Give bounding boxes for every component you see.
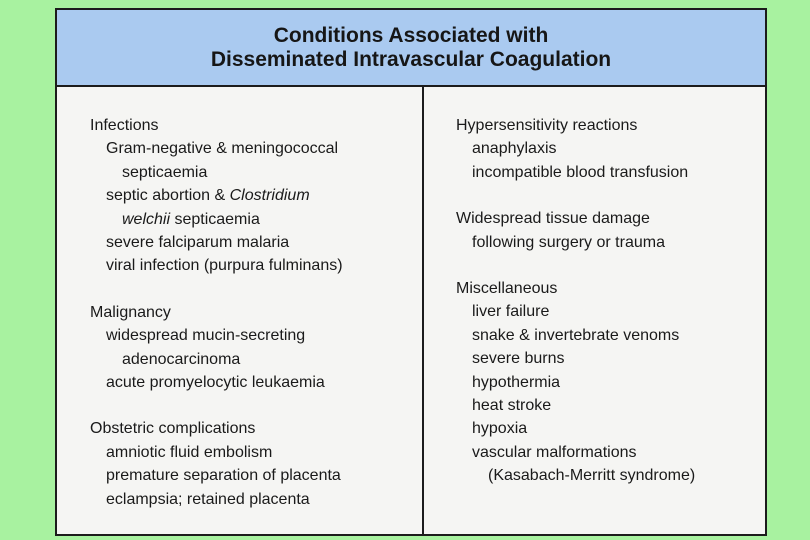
- item-italic-text: welchii: [122, 210, 171, 228]
- heading-miscellaneous: Miscellaneous: [456, 280, 558, 298]
- section-obstetric: [90, 417, 415, 511]
- list-item: acute promyelocytic leukaemia: [106, 374, 325, 392]
- title-line-1: Conditions Associated with: [273, 23, 549, 47]
- list-item: snake & invertebrate venoms: [472, 326, 680, 344]
- list-item: following surgery or trauma: [472, 233, 665, 251]
- list-item: Gram-negative & meningococcal: [106, 140, 339, 158]
- list-item: severe falciparum malaria: [106, 234, 290, 252]
- heading-hypersensitivity: Hypersensitivity reactions: [456, 117, 638, 134]
- heading-infections: Infections: [90, 117, 159, 134]
- heading-obstetric: Obstetric complications: [90, 420, 256, 438]
- list-item: vascular malformations: [472, 443, 637, 461]
- title-banner: [57, 10, 765, 87]
- section-miscellaneous: [456, 277, 761, 488]
- list-item-continuation: septicaemia: [122, 163, 208, 181]
- list-item: premature separation of placenta: [106, 467, 341, 485]
- list-item: hypothermia: [472, 373, 561, 391]
- list-item: hypoxia: [472, 420, 528, 438]
- list-item: severe burns: [472, 350, 565, 368]
- left-column: [90, 114, 415, 534]
- list-item-continuation: adenocarcinoma: [122, 350, 241, 368]
- list-item: heat stroke: [472, 397, 552, 415]
- slide-card: [55, 8, 767, 536]
- list-item: amniotic fluid embolism: [106, 443, 273, 461]
- list-item: incompatible blood transfusion: [472, 163, 689, 181]
- list-item: widespread mucin-secreting: [106, 327, 306, 345]
- section-infections: [90, 114, 415, 278]
- list-item: [90, 184, 415, 207]
- item-text: septic abortion &: [106, 187, 230, 205]
- list-item-continuation: [90, 208, 415, 231]
- section-malignancy: [90, 301, 415, 395]
- heading-tissue-damage: Widespread tissue damage: [456, 210, 650, 228]
- section-tissue-damage: [456, 207, 761, 254]
- list-item: viral infection (purpura fulminans): [106, 257, 343, 275]
- list-item-continuation: (Kasabach-Merritt syndrome): [488, 467, 696, 485]
- heading-malignancy: Malignancy: [90, 303, 171, 321]
- right-column: [456, 114, 761, 511]
- section-hypersensitivity: [456, 114, 761, 184]
- title-line-2: Disseminated Intravascular Coagulation: [210, 47, 612, 71]
- item-text: septicaemia: [170, 210, 260, 228]
- list-item: anaphylaxis: [472, 140, 557, 158]
- column-divider: [422, 87, 424, 534]
- item-italic-text: Clostridium: [229, 187, 310, 205]
- list-item: eclampsia; retained placenta: [106, 490, 310, 508]
- list-item: liver failure: [472, 303, 550, 321]
